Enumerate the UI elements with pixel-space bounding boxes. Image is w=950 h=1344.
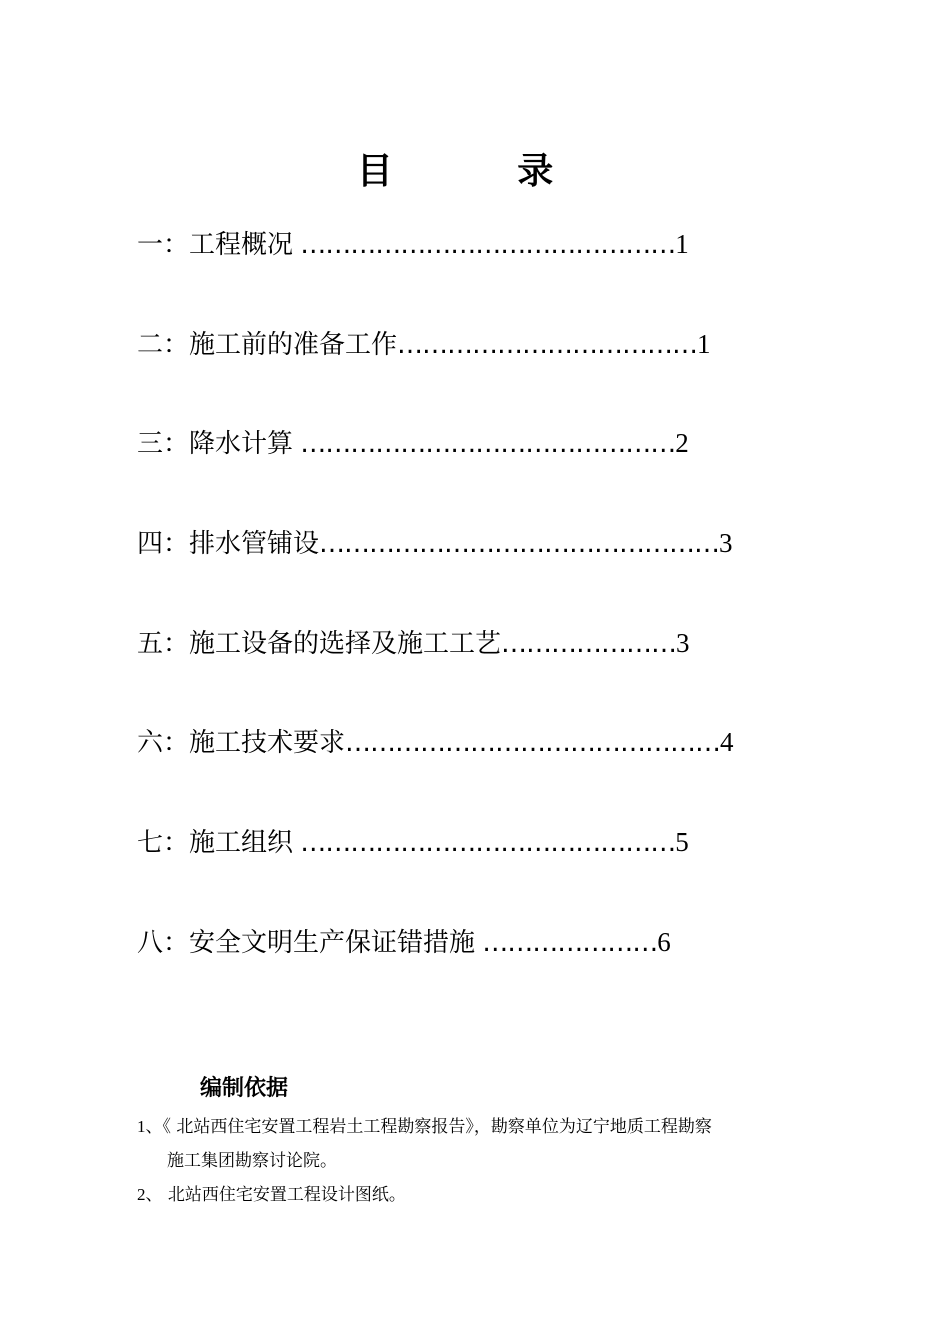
toc-dot-leader: ………………… xyxy=(501,628,677,659)
toc-page-number: 6 xyxy=(657,926,671,957)
basis-item-number: 1、 xyxy=(137,1117,163,1136)
toc-dot-leader: ……………………………………… xyxy=(293,429,676,460)
basis-item-number: 2、 xyxy=(137,1185,163,1204)
basis-item-text: 北站西住宅安置工程设计图纸。 xyxy=(162,1185,406,1205)
table-of-contents xyxy=(137,222,777,1020)
toc-entry[interactable] xyxy=(137,720,777,820)
toc-page-number: 5 xyxy=(675,827,689,858)
toc-entry-label: 五：施工设备的选择及施工工艺 xyxy=(137,628,502,659)
toc-dot-leader: ………………… xyxy=(475,927,658,958)
toc-entry-label: 七：施工组织 xyxy=(137,828,294,859)
toc-dot-leader: ……………………………………… xyxy=(345,728,721,759)
page-title: 目 录 xyxy=(356,151,610,192)
basis-heading: 编制依据 xyxy=(200,1076,289,1101)
basis-item xyxy=(137,1178,837,1212)
basis-list xyxy=(137,1110,837,1212)
toc-dot-leader: ……………………………………… xyxy=(293,828,676,859)
toc-entry-label: 四：排水管铺设 xyxy=(137,529,320,560)
toc-dot-leader: ……………………………… xyxy=(397,329,698,360)
toc-entry-label: 八：安全文明生产保证错措施 xyxy=(137,927,476,958)
toc-entry-label: 六：施工技术要求 xyxy=(137,728,346,759)
toc-entry[interactable] xyxy=(137,322,777,422)
toc-entry[interactable] xyxy=(137,621,777,721)
toc-dot-leader: ………………………………………… xyxy=(319,529,720,560)
toc-entry[interactable] xyxy=(137,920,777,1020)
toc-page-number: 3 xyxy=(676,627,690,658)
toc-entry[interactable] xyxy=(137,222,777,322)
toc-page-number: 3 xyxy=(719,528,733,559)
toc-entry-label: 二：施工前的准备工作 xyxy=(137,329,398,360)
toc-entry-label: 一：工程概况 xyxy=(137,230,294,260)
basis-item-text: 《 北站西住宅安置工程岩土工程勘察报告》，勘察单位为辽宁地质工程勘察 xyxy=(162,1117,712,1137)
basis-item-continuation: 施工集团勘察讨论院。 xyxy=(167,1151,337,1171)
toc-entry[interactable] xyxy=(137,521,777,621)
toc-entry[interactable] xyxy=(137,820,777,920)
toc-page-number: 4 xyxy=(720,727,734,758)
basis-item xyxy=(137,1110,837,1144)
toc-dot-leader: ……………………………………… xyxy=(293,230,676,260)
toc-page-number: 2 xyxy=(675,428,689,459)
toc-page-number: 1 xyxy=(675,229,689,259)
toc-page-number: 1 xyxy=(697,328,711,359)
toc-entry[interactable] xyxy=(137,421,777,521)
toc-entry-label: 三：降水计算 xyxy=(137,429,294,460)
